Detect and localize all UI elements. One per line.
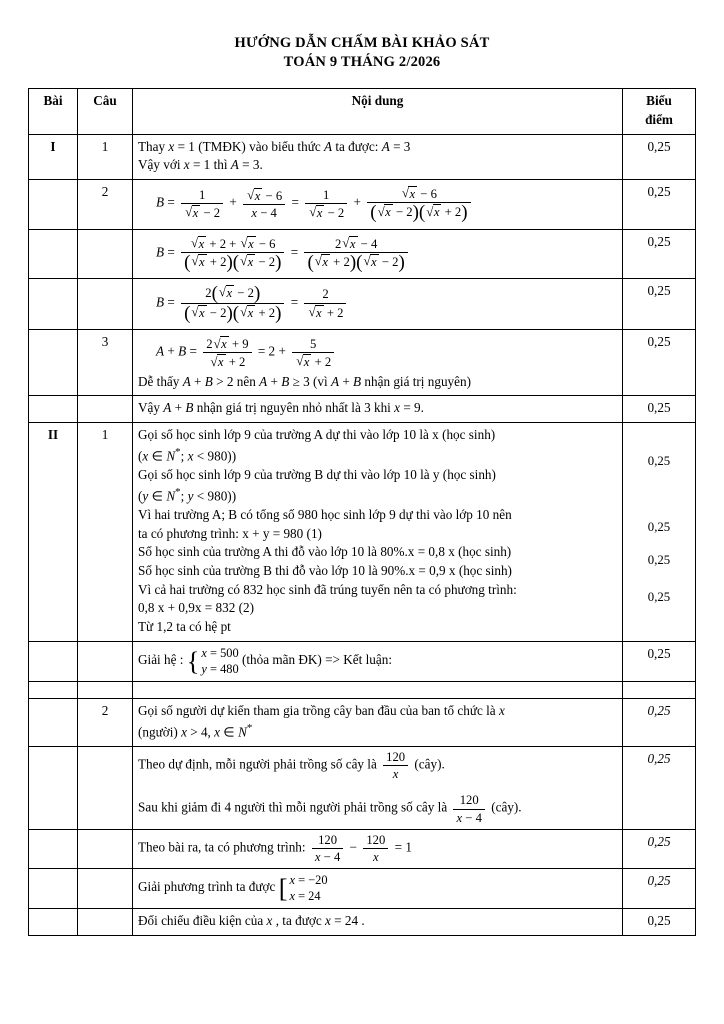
mark-value: 0,25 xyxy=(647,589,671,604)
cell-noidung xyxy=(133,699,623,747)
text-fragment: Theo dự định, mỗi người phải trồng số cây là xyxy=(138,756,377,772)
text-fragment: Theo bài ra, ta có phương trình: xyxy=(138,839,306,855)
text-fragment: Sau khi giảm đi 4 người thì mỗi người phải trồng số cây là xyxy=(138,800,448,816)
content-line xyxy=(138,872,617,904)
text-fragment: nhận giá trị nguyên nhỏ nhất là 3 khi xyxy=(196,400,391,416)
cell-bai xyxy=(29,869,78,909)
table-row xyxy=(29,869,696,909)
cell-bai xyxy=(29,278,78,329)
cell-noidung xyxy=(133,909,623,936)
cell-noidung xyxy=(133,423,623,642)
text-fragment: (TMĐK) vào biểu thức xyxy=(198,138,321,154)
content-line: Gọi số học sinh lớp 9 của trường B dự thi vào lớp 10 là y (học sinh) xyxy=(138,466,496,482)
cell-cau: 2 xyxy=(78,180,133,229)
text-fragment: )) xyxy=(227,448,237,464)
text-fragment: , ta được xyxy=(275,913,322,929)
cell-diem: 0,25 xyxy=(623,134,696,179)
content-line: Gọi số người dự kiến tham gia trồng cây ban đầu của ban tổ chức là x xyxy=(138,703,505,719)
text-fragment: thì xyxy=(213,157,228,173)
cell-cau xyxy=(78,641,133,681)
formula: A + B = 2 √ x + 9 √ x + 2 = 2 + 5 √ x + 2 xyxy=(138,336,617,369)
cell-cau xyxy=(78,278,133,329)
cell-cau: 3 xyxy=(78,330,133,396)
text-fragment: nên xyxy=(236,373,256,389)
table-row xyxy=(29,278,696,329)
mark-value: 0,25 xyxy=(647,553,671,568)
spacer-row xyxy=(29,682,696,699)
cell-cau: 1 xyxy=(78,134,133,179)
table-row xyxy=(29,229,696,278)
content-line: (người) x > 4, x ∈ N* xyxy=(138,721,253,740)
content-line: Vậy với x = 1 thì A = 3. xyxy=(138,157,263,173)
system-row: y = 480 xyxy=(201,662,239,677)
table-row xyxy=(29,829,696,868)
text-fragment: ta được: xyxy=(335,138,379,154)
title-line-2: TOÁN 9 THÁNG 2/2026 xyxy=(283,54,441,71)
cell-diem: 0,25 xyxy=(623,278,696,329)
cell-cau xyxy=(78,229,133,278)
cell-bai: II xyxy=(29,423,78,642)
cell-bai xyxy=(29,641,78,681)
cell-diem: 0,25 xyxy=(623,909,696,936)
content-line: Từ 1,2 ta có hệ pt xyxy=(138,619,231,635)
cell-bai xyxy=(29,396,78,423)
text-fragment: (cây). xyxy=(491,800,522,816)
table-row xyxy=(29,747,696,830)
case-row: x = 24 xyxy=(289,889,321,904)
text-fragment: Giải hệ : xyxy=(138,652,184,668)
cell-noidung xyxy=(133,829,623,868)
text-fragment: )) xyxy=(227,488,237,504)
title-line-1: HƯỚNG DẪN CHẤM BÀI KHẢO SÁT xyxy=(234,35,490,51)
text-fragment: Thay xyxy=(138,138,166,154)
content-line: Vì cả hai trường có 832 học sinh đã trúng tuyển nên ta có phương trình: xyxy=(138,581,517,597)
cell-bai xyxy=(29,699,78,747)
case-row: x = −20 xyxy=(289,873,328,888)
brace-glyph: { xyxy=(186,645,200,676)
equation-cases xyxy=(279,872,328,904)
cell-noidung xyxy=(133,396,623,423)
mark-value: 0,25 xyxy=(647,520,671,535)
spacer-cell xyxy=(78,682,133,699)
page-title xyxy=(28,34,696,72)
content-line: (y ∈ N*; y < 980)) xyxy=(138,485,237,504)
content-line: Vậy A + B nhận giá trị nguyên nhỏ nhất là 3 khi x = 9. xyxy=(138,400,424,416)
cell-diem xyxy=(623,423,696,642)
cell-diem: 0,25 xyxy=(623,829,696,868)
table-header-row xyxy=(29,89,696,134)
cell-diem: 0,25 xyxy=(623,229,696,278)
header-noidung: Nội dung xyxy=(133,89,623,134)
cell-bai xyxy=(29,747,78,830)
mark-value: 0,25 xyxy=(647,454,671,469)
cell-cau xyxy=(78,869,133,909)
content-line: 0,8 x + 0,9x = 832 (2) xyxy=(138,600,254,616)
spacer-cell xyxy=(623,682,696,699)
text-fragment: (vì xyxy=(313,373,328,389)
text-fragment: Vậy với xyxy=(138,157,181,173)
equation-system xyxy=(187,645,239,677)
content-line: Sau khi giảm đi 4 người thì mỗi người phải trồng số cây là $\frac{120}{x - 4}$ (cây). xyxy=(138,793,522,825)
table-row xyxy=(29,180,696,229)
bracket-glyph: [ xyxy=(278,872,288,903)
header-bai: Bài xyxy=(29,89,78,134)
cell-diem: 0,25 xyxy=(623,396,696,423)
content-line: Gọi số học sinh lớp 9 của trường A dự thi vào lớp 10 là x (học sinh) xyxy=(138,427,496,443)
cell-diem: 0,25 xyxy=(623,641,696,681)
cell-noidung xyxy=(133,641,623,681)
cell-cau: 1 xyxy=(78,423,133,642)
text-fragment: Đối chiếu điều kiện của xyxy=(138,913,264,929)
text-fragment: (thỏa mãn ĐK) => Kết luận: xyxy=(241,652,392,668)
cell-bai xyxy=(29,829,78,868)
cell-bai xyxy=(29,909,78,936)
cell-noidung xyxy=(133,278,623,329)
cell-diem: 0,25 xyxy=(623,330,696,396)
cell-noidung xyxy=(133,869,623,909)
table-row xyxy=(29,396,696,423)
formula: B = 1 √ x − 2 + √ x − 6 x − 4 = 1 √ x − 2 + √ x − 6 ( √ x − 2)( √ x + 2) xyxy=(138,186,617,221)
formula: B = 2( √ x − 2) ( √ x − 2)( √ x + 2) = 2 √ x + 2 xyxy=(138,285,617,322)
cell-bai xyxy=(29,180,78,229)
cell-bai: I xyxy=(29,134,78,179)
content-line: ta có phương trình: x + y = 980 (1) xyxy=(138,525,322,541)
table-row xyxy=(29,330,696,396)
cell-noidung xyxy=(133,180,623,229)
text-fragment: (cây). xyxy=(414,756,445,772)
text-fragment: Dễ thấy xyxy=(138,373,180,389)
cell-noidung xyxy=(133,134,623,179)
cell-noidung xyxy=(133,330,623,396)
cell-cau xyxy=(78,396,133,423)
grading-table xyxy=(28,88,696,936)
cell-diem: 0,25 xyxy=(623,869,696,909)
content-line: Theo dự định, mỗi người phải trồng số cây là $\frac{120}{x}$ (cây). xyxy=(138,750,445,782)
content-line: Vì hai trường A; B có tổng số 980 học sinh lớp 9 dự thi vào lớp 10 nên xyxy=(138,506,512,522)
table-row xyxy=(29,423,696,642)
content-line: Đối chiếu điều kiện của x , ta được x = 24 . xyxy=(138,913,365,929)
spacer-cell xyxy=(133,682,623,699)
cell-diem: 0,25 xyxy=(623,747,696,830)
cell-cau xyxy=(78,909,133,936)
cell-bai xyxy=(29,229,78,278)
content-line: Theo bài ra, ta có phương trình: $\frac{120}{x - 4}$ − $\frac{120}{x}$ = 1 xyxy=(138,832,412,864)
text-fragment: (người) xyxy=(138,724,178,740)
content-line: (x ∈ N*; x < 980)) xyxy=(138,445,237,464)
cell-noidung xyxy=(133,229,623,278)
cell-cau xyxy=(78,829,133,868)
header-bieudiem xyxy=(623,89,696,134)
header-bieudiem-line1: Biểu xyxy=(646,93,672,109)
cell-noidung xyxy=(133,747,623,830)
table-row xyxy=(29,134,696,179)
table-body xyxy=(29,134,696,935)
cell-bai xyxy=(29,330,78,396)
cell-diem: 0,25 xyxy=(623,180,696,229)
text-fragment: Gọi số người dự kiến tham gia trồng cây ban đầu của ban tổ chức là xyxy=(138,703,496,719)
cell-diem: 0,25 xyxy=(623,699,696,747)
header-bieudiem-line2: điểm xyxy=(645,111,673,127)
cell-cau xyxy=(78,747,133,830)
content-line: Dễ thấy A + B > 2 nên A + B ≥ 3 (vì A + B nhận giá trị nguyên) xyxy=(138,373,471,389)
content-line: Số học sinh của trường B thi đỗ vào lớp 10 là 90%.x = 0,9 x (học sinh) xyxy=(138,563,512,579)
spacer-cell xyxy=(29,682,78,699)
cell-cau: 2 xyxy=(78,699,133,747)
text-fragment: . xyxy=(361,913,365,929)
content-line xyxy=(138,645,617,677)
table-row xyxy=(29,909,696,936)
content-line: Số học sinh của trường A thi đỗ vào lớp 10 là 80%.x = 0,8 x (học sinh) xyxy=(138,544,512,560)
text-fragment: Vậy xyxy=(138,400,160,416)
system-row: x = 500 xyxy=(201,645,239,660)
content-line: Thay x = 1 (TMĐK) vào biểu thức A ta được: A = 3 xyxy=(138,138,411,154)
text-fragment: Giải phương trình ta được xyxy=(138,879,276,895)
table-head xyxy=(29,89,696,134)
formula: B = √ x + 2 + √ x − 6 ( √ x + 2)( √ x − 2) = 2 √ x − 4 ( √ x + 2)( √ x − 2) xyxy=(138,236,617,271)
table-row xyxy=(29,641,696,681)
header-cau: Câu xyxy=(78,89,133,134)
text-fragment: nhận giá trị nguyên) xyxy=(364,373,471,389)
table-row xyxy=(29,699,696,747)
